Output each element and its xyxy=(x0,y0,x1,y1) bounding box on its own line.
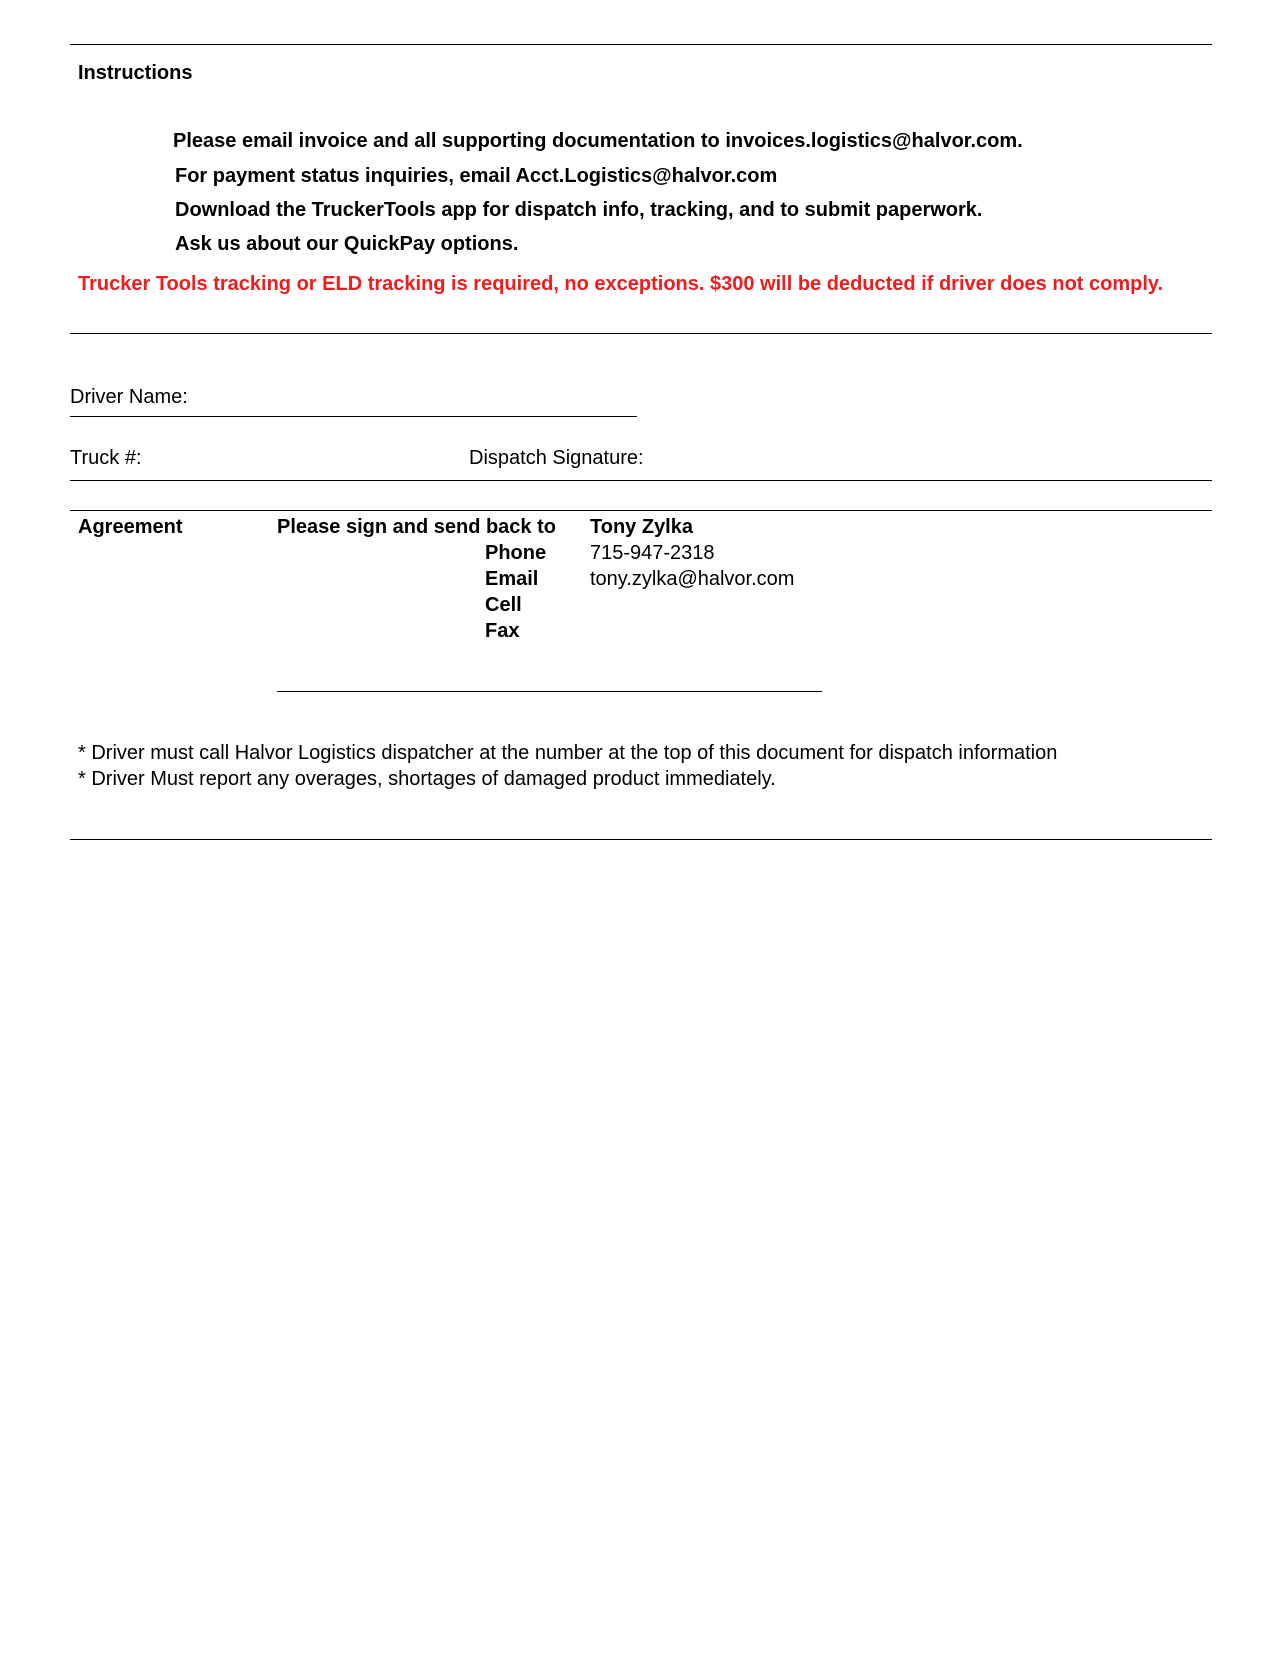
top-divider xyxy=(70,44,1212,45)
dispatch-signature-label: Dispatch Signature: xyxy=(469,447,644,469)
instruction-line-email-invoice: Please email invoice and all supporting documentation to invoices.logistics@halvor.com. xyxy=(173,130,1023,152)
instruction-line-quickpay: Ask us about our QuickPay options. xyxy=(175,233,519,255)
instructions-bottom-divider xyxy=(70,333,1212,334)
agreement-top-divider xyxy=(70,510,1212,511)
tracking-warning: Trucker Tools tracking or ELD tracking is required, no exceptions. $300 will be deducted if driver does not comply. xyxy=(78,273,1164,295)
send-back-label: Please sign and send back to xyxy=(277,516,556,538)
cell-label: Cell xyxy=(485,594,522,616)
instruction-line-truckertools: Download the TruckerTools app for dispatch info, tracking, and to submit paperwork. xyxy=(175,199,983,221)
driver-name-label: Driver Name: xyxy=(70,386,188,408)
truck-number-label: Truck #: xyxy=(70,447,142,469)
contact-name: Tony Zylka xyxy=(590,516,693,538)
driver-name-line[interactable] xyxy=(70,416,637,417)
fax-label: Fax xyxy=(485,620,520,642)
agreement-heading: Agreement xyxy=(78,516,183,538)
phone-value: 715-947-2318 xyxy=(590,542,715,564)
instruction-line-payment-status: For payment status inquiries, email Acct.Logistics@halvor.com xyxy=(175,165,778,187)
bottom-divider xyxy=(70,839,1212,840)
email-value: tony.zylka@halvor.com xyxy=(590,568,795,590)
truck-signature-line[interactable] xyxy=(70,480,1212,481)
agreement-signature-line[interactable] xyxy=(277,691,822,692)
email-label: Email xyxy=(485,568,539,590)
phone-label: Phone xyxy=(485,542,547,564)
instructions-heading: Instructions xyxy=(78,62,193,84)
note-dispatcher-call: * Driver must call Halvor Logistics dispatcher at the number at the top of this document for dispatch information xyxy=(78,742,1058,764)
note-report-damage: * Driver Must report any overages, shortages of damaged product immediately. xyxy=(78,768,776,790)
